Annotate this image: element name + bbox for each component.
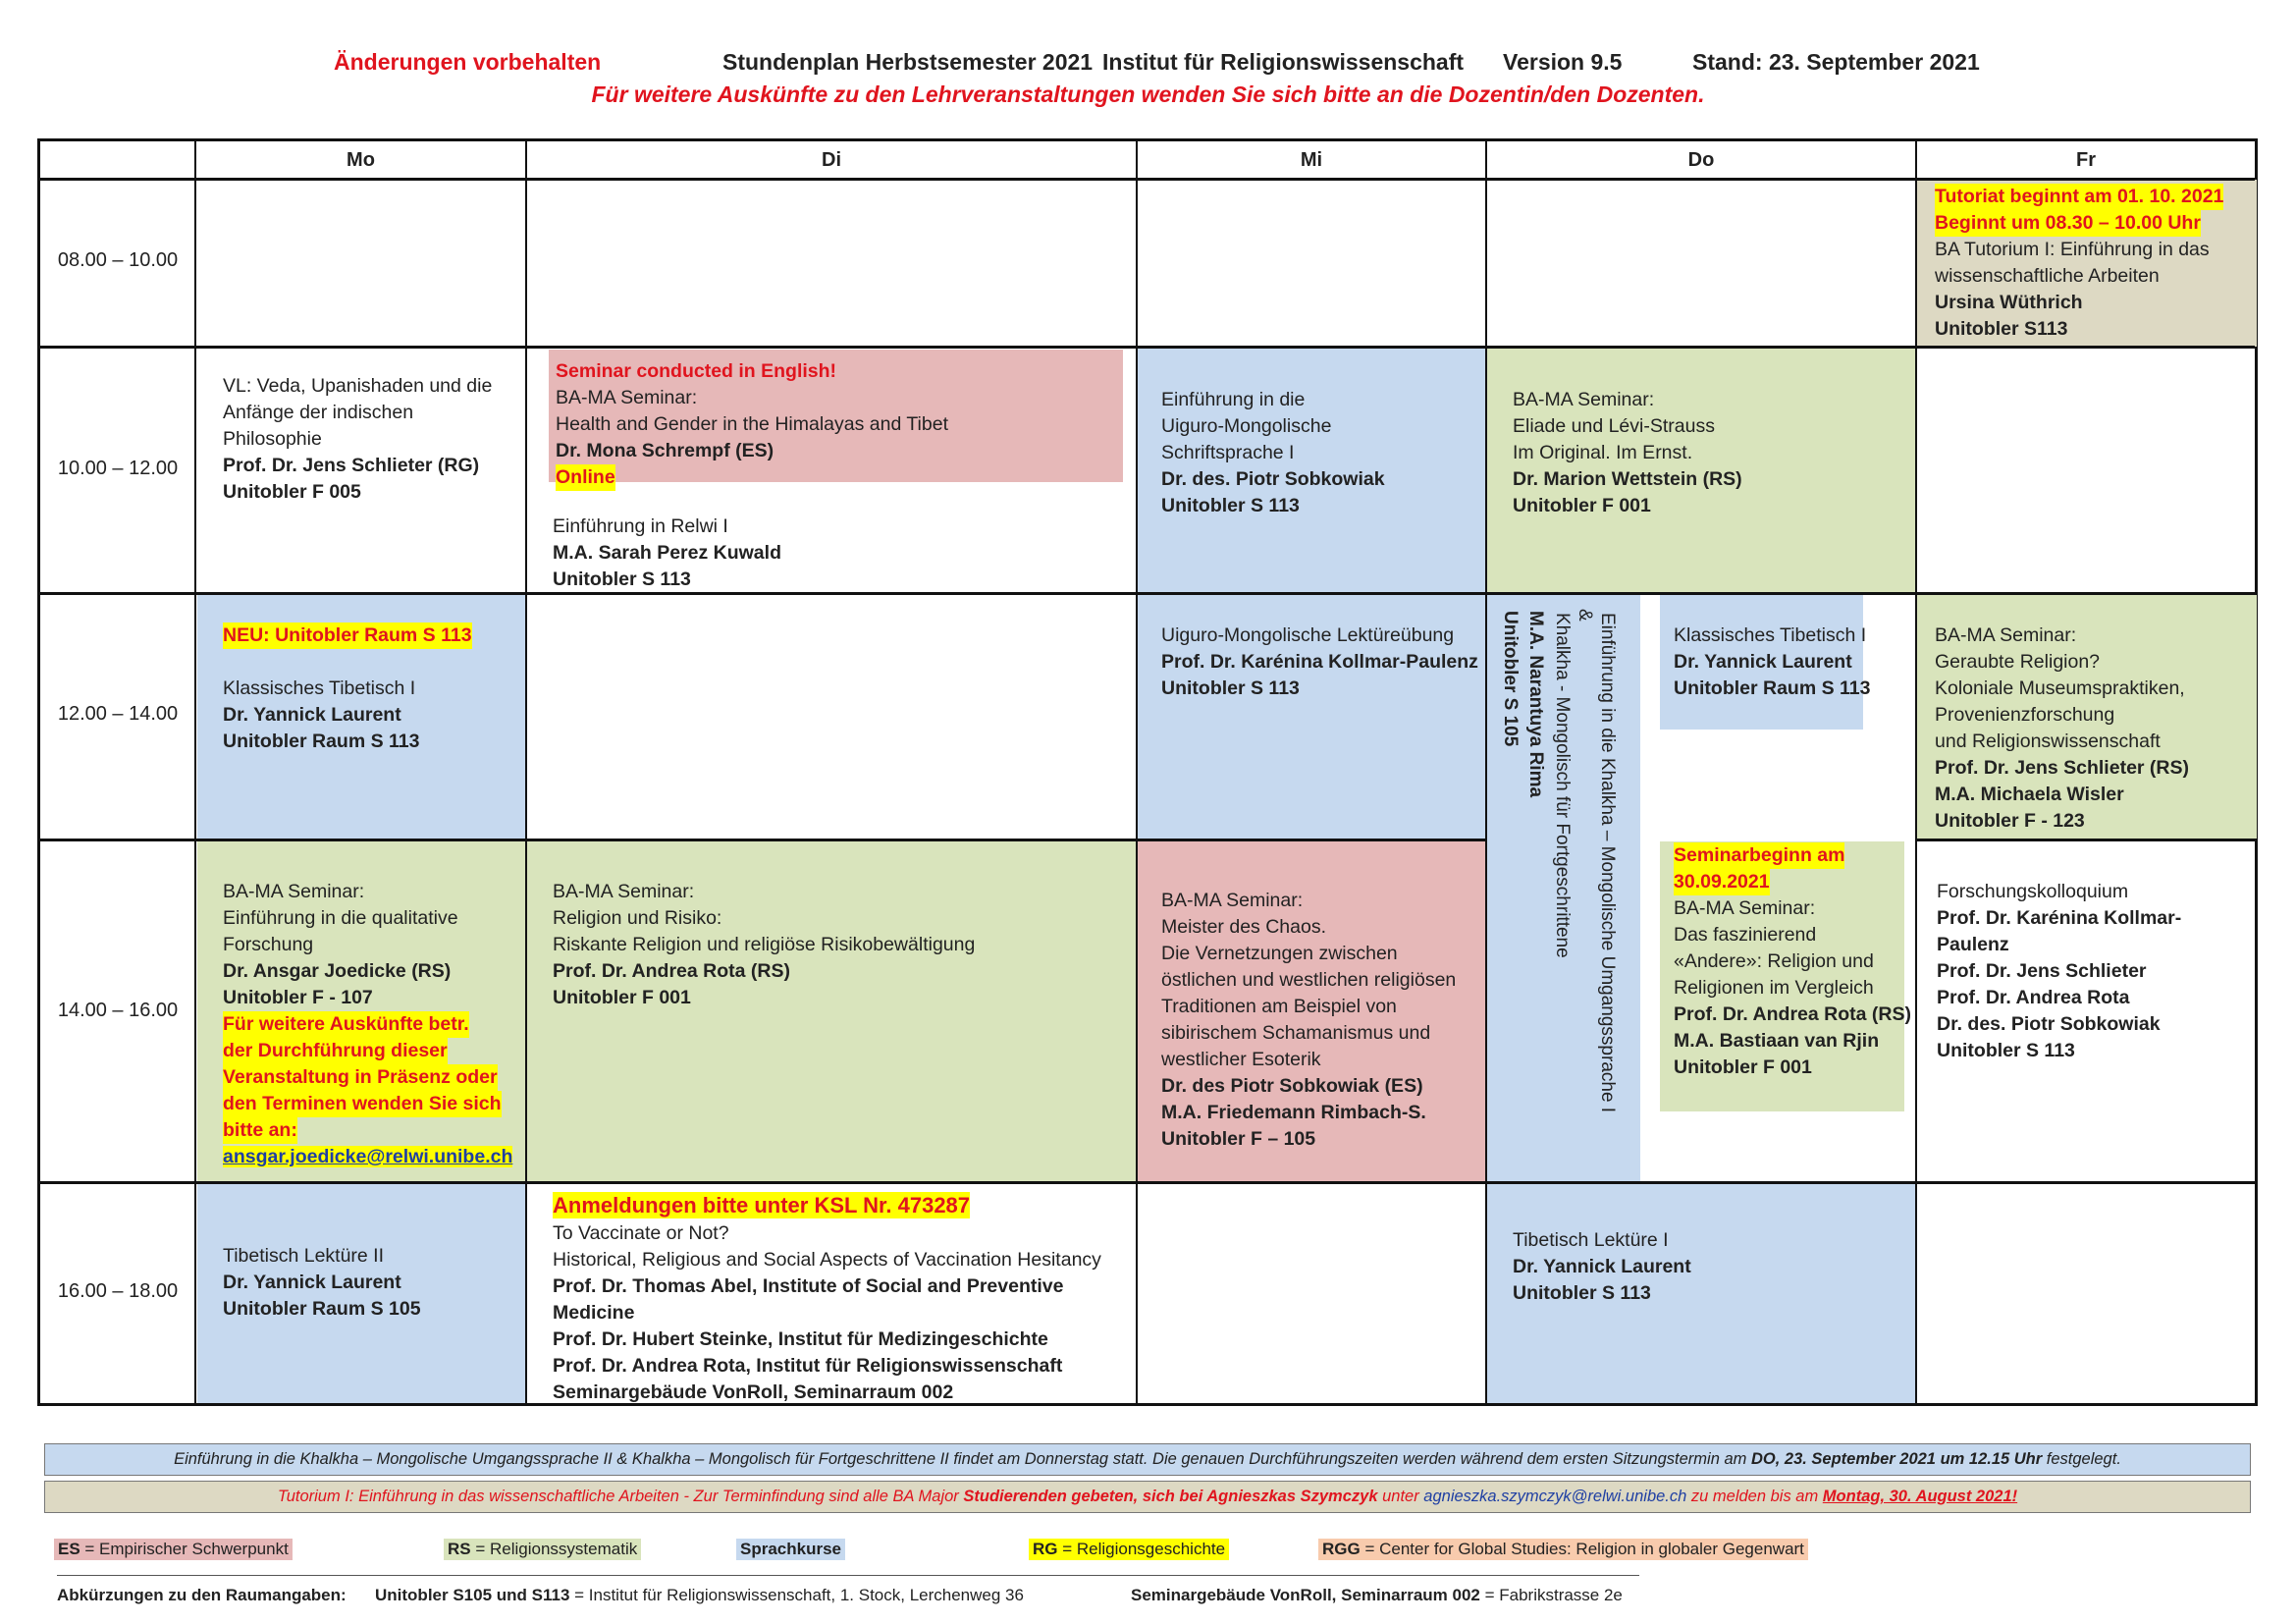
room-abbrev-label: Abkürzungen zu den Raumangaben: xyxy=(57,1586,347,1604)
course-vaccinate: Anmeldungen bitte unter KSL Nr. 473287 To Vaccinate or Not? Historical, Religious and Social Aspects of Vaccination Hesitancy Prof. Dr. Thomas Abel, Institute of Social and Preventive Medicine Prof. Dr. Hubert Steinke, Institut für Medizingeschichte Prof. Dr. Andrea Rota, Institut für Religionswissenschaft Seminargebäude VonRoll, Seminarraum 002 xyxy=(553,1193,1101,1403)
time-slot: 10.00 – 12.00 xyxy=(57,458,179,479)
course-eliade: BA-MA Seminar: Eliade und Lévi-Strauss Im Original. Im Ernst. Dr. Marion Wettstein (RS) Unitobler F 001 xyxy=(1513,389,1742,516)
course-tibetisch-mo: NEU: Unitobler Raum S 113 Klassisches Tibetisch I Dr. Yannick Laurent Unitobler Raum S 113 xyxy=(223,624,472,752)
page-title: Stundenplan Herbstsemester 2021 xyxy=(722,49,1094,75)
day-header-fr: Fr xyxy=(2076,149,2096,171)
version-label: Version 9.5 xyxy=(1503,49,1623,75)
changes-notice: Änderungen vorbehalten xyxy=(334,49,602,75)
legend-sprachkurse: Sprachkurse xyxy=(736,1539,845,1560)
stand-date: Stand: 23. September 2021 xyxy=(1692,49,1980,75)
day-header-mo: Mo xyxy=(347,149,375,171)
legend-rgg: RGG = Center for Global Studies: Religion in globaler Gegenwart xyxy=(1318,1539,1808,1560)
tutorium-note: Tutorium I: Einführung in das wissenschaftliche Arbeiten - Zur Terminfindung sind alle BA Major Studierenden gebeten, sich bei Agnieszkas Szymczyk unter agnieszka.szymczyk@relwi.unibe.ch zu melden bis am Montag, 30. August 2021! xyxy=(44,1481,2251,1513)
course-qualitative-forschung: BA-MA Seminar: Einführung in die qualitative Forschung Dr. Ansgar Joedicke (RS) Unitobler F - 107 Für weitere Auskünfte betr. der Durchführung dieser Veranstaltung in Präsenz oder den Terminen wenden Sie sich bitte an: ansgar.joedicke@relwi.unibe.ch xyxy=(223,881,513,1167)
room-vonroll: Seminargebäude VonRoll, Seminarraum 002 = Fabrikstrasse 2e xyxy=(1131,1586,1623,1604)
course-religion-risiko: BA-MA Seminar: Religion und Risiko: Riskante Religion und religiöse Risikobewältigung Prof. Dr. Andrea Rota (RS) Unitobler F 001 xyxy=(553,881,976,1008)
email-link[interactable]: agnieszka.szymczyk@relwi.unibe.ch xyxy=(1423,1488,1687,1505)
room-unitobler: Unitobler S105 und S113 = Institut für Religionswissenschaft, 1. Stock, Lerchenweg 36 xyxy=(375,1586,1024,1604)
day-header-do: Do xyxy=(1687,149,1715,171)
course-meister-chaos: BA-MA Seminar: Meister des Chaos. Die Vernetzungen zwischen östlichen und westlichen religiösen Traditionen am Beispiel von sibirischem Schamanismus und westlicher Esoterik Dr. des Piotr Sobkowiak (ES) M.A. Friedemann Rimbach-S. Unitobler F – 105 xyxy=(1161,890,1457,1150)
course-forschungskolloquium: Forschungskolloquium Prof. Dr. Karénina Kollmar- Paulenz Prof. Dr. Jens Schlieter Prof. Dr. Andrea Rota Dr. des. Piotr Sobkowiak Unitobler S 113 xyxy=(1937,881,2182,1061)
email-link[interactable]: ansgar.joedicke@relwi.unibe.ch xyxy=(223,1146,513,1167)
course-khalkha-title: Einführung in die Khalkha – Mongolische Umgangssprache I xyxy=(1597,613,1618,1113)
course-uiguro-lektuere: Uiguro-Mongolische Lektüreübung Prof. Dr. Karénina Kollmar-Paulenz Unitobler S 113 xyxy=(1161,624,1478,699)
institute-name: Institut für Religionswissenschaft xyxy=(1102,49,1465,75)
time-slot: 16.00 – 18.00 xyxy=(57,1280,179,1302)
day-header-mi: Mi xyxy=(1300,149,1323,171)
day-header-di: Di xyxy=(822,149,841,171)
course-health-gender: Seminar conducted in English! BA-MA Seminar: Health and Gender in the Himalayas and Tibet Dr. Mona Schrempf (ES) Online xyxy=(544,345,960,505)
time-slot: 12.00 – 14.00 xyxy=(57,703,179,725)
course-tutorium: Tutoriat beginnt am 01. 10. 2021 Beginnt um 08.30 – 10.00 Uhr BA Tutorium I: Einführung in das wissenschaftliche Arbeiten Ursina Wüthrich Unitobler S113 xyxy=(1935,186,2224,340)
divider xyxy=(57,1575,1639,1576)
time-slot: 08.00 – 10.00 xyxy=(57,249,179,271)
course-uiguro-schrift: Einführung in die Uiguro-Mongolische Schriftsprache I Dr. des. Piotr Sobkowiak Unitobler S 113 xyxy=(1161,389,1385,516)
legend-es: ES = Empirischer Schwerpunkt xyxy=(54,1539,293,1560)
khalkha-note: Einführung in die Khalkha – Mongolische Umgangssprache II & Khalkha – Mongolisch für Fortgeschrittene II findet am Donnerstag statt. Die genauen Durchführungszeiten werden während dem ersten Sitzungstermin am DO, 23. September 2021 um 12.15 Uhr festgelegt. xyxy=(44,1443,2251,1476)
course-einfuehrung-relwi: Einführung in Relwi I M.A. Sarah Perez Kuwald Unitobler S 113 xyxy=(553,515,781,590)
time-slot: 14.00 – 16.00 xyxy=(57,1000,179,1021)
legend-rg: RG = Religionsgeschichte xyxy=(1029,1539,1229,1560)
contact-subtitle: Für weitere Auskünfte zu den Lehrveranstaltungen wenden Sie sich bitte an die Dozentin/den Dozenten. xyxy=(591,81,1705,107)
course-geraubte-religion: BA-MA Seminar: Geraubte Religion? Koloniale Museumspraktiken, Provenienzforschung und Religionswissenschaft Prof. Dr. Jens Schlieter (RS) M.A. Michaela Wisler Unitobler F - 123 xyxy=(1935,624,2189,832)
course-tibetisch-lektuere-2: Tibetisch Lektüre II Dr. Yannick Laurent Unitobler Raum S 105 xyxy=(223,1245,421,1320)
course-veda: VL: Veda, Upanishaden und die Anfänge der indischen Philosophie Prof. Dr. Jens Schlieter (RG) Unitobler F 005 xyxy=(223,375,493,503)
legend-rs: RS = Religionssystematik xyxy=(444,1539,641,1560)
course-tibetisch-lektuere-1: Tibetisch Lektüre I Dr. Yannick Laurent Unitobler S 113 xyxy=(1513,1229,1691,1304)
timetable: Mo Di Mi Do Fr 08.00 – 10.00 10.00 – 12.00 12.00 – 14.00 14.00 – 16.00 16.00 – 18.00 Tutoriat beginnt am 01. 10. 2021 Beginnt um 08.30 – 10.00 Uhr BA Tutorium I: Einführung in das wissenschaftliche Arbeiten Ursina Wüthrich Unitobler S113 VL: Veda, Upanishaden und die Anfänge der indischen Philosophie Prof. Dr. Jens Schlieter (RG) Unitobler F 005 Seminar conducted in English! BA-MA Seminar: Health and Gender in the Himalayas and Tibet Dr. Mona Schrempf (ES) Online Einführung in Relwi I M.A. Sarah Perez Kuwald Unitobler S 113 Einführung in die Uiguro-Mongolische Schriftsprache I Dr. des. Piotr Sobkowiak Unitobler S 113 BA-MA Seminar: Eliade und Lévi-Strauss Im Original. Im Ernst. Dr. Marion Wettstein (RS) Unitobler F 001 NEU: Unitobler Raum S 113 Klassisches Tibetisch I Dr. Yannick Laurent Unitobler Raum S 113 Uiguro-Mongolische Lektüreübung Prof. Dr. Karénina Kollmar-Paulenz Unitobler S 113 Einführung in die Khalkha – Mongolische Umgangssprache I & Khalkha - Mongolisch für Fortgeschrittene M.A. Narantuya Rima Unitobler S 105 Klassisches Tibetisch I Dr. Yannick Laurent Unitobler Raum S 113 BA-MA Seminar: Geraubte Religion? Koloniale Museumspraktiken, Provenienzforschung und Religionswissenschaft Prof. Dr. Jens Schlieter (RS) M.A. Michaela Wisler Unitobler F - 123 BA-MA Seminar: Einführung in die qualitative Forschung Dr. Ansgar Joedicke (RS) Unitobler F - 107 Für weitere Auskünfte betr. der Durchführung dieser Veranstaltung in Präsenz oder den Terminen wenden Sie sich bitte an: ansgar.joedicke@relwi.unibe.ch BA-MA Seminar: Religion und Risiko: Riskante Religion und religiöse Risikobewältigung Prof. Dr. Andrea Rota (RS) Unitobler F 001 BA-MA Seminar: Meister des Chaos. Die Vernetzungen zwischen östlichen und westlichen religiösen Traditionen am Beispiel von sibirischem Schamanismus und westlicher Esoterik Dr. des Piotr Sobkowiak (ES) M.A. Friedemann Rimbach-S. Unitobler F – 105 Seminarbeginn am 30.09.2021 BA-MA Seminar: Das faszinierend «Andere»: Religion und Religionen im Vergleich Prof. Dr. Andrea Rota (RS) M.A. Bastiaan van Rjin Unitobler F 001 Forschungskolloquium Prof. Dr. Karénina Kollmar- Paulenz Prof. Dr. Jens Schlieter Prof. Dr. Andrea Rota Dr. des. Piotr Sobkowiak Unitobler S 113 Tibetisch Lektüre II Dr. Yannick Laurent Unitobler Raum S 105 Anmeldungen bitte unter KSL Nr. 473287 To Vaccinate or Not? Historical, Religious and Social Aspects of Vaccination Hesitancy Prof. Dr. Thomas Abel, Institute of Social and Preventive Medicine Prof. Dr. Hubert Steinke, Institut für Medizingeschichte Prof. Dr. Andrea Rota, Institut für Religionswissenschaft Seminargebäude VonRoll, Seminarraum 002 Tibetisch Lektüre I Dr. Yannick Laurent Unitobler S 113 xyxy=(37,138,2258,1406)
course-faszinierend-andere: Seminarbeginn am 30.09.2021 BA-MA Seminar: Das faszinierend «Andere»: Religion und Religionen im Vergleich Prof. Dr. Andrea Rota (RS) M.A. Bastiaan van Rjin Unitobler F 001 xyxy=(1674,844,1911,1078)
course-tibetisch-do: Klassisches Tibetisch I Dr. Yannick Laurent Unitobler Raum S 113 xyxy=(1674,624,1871,699)
